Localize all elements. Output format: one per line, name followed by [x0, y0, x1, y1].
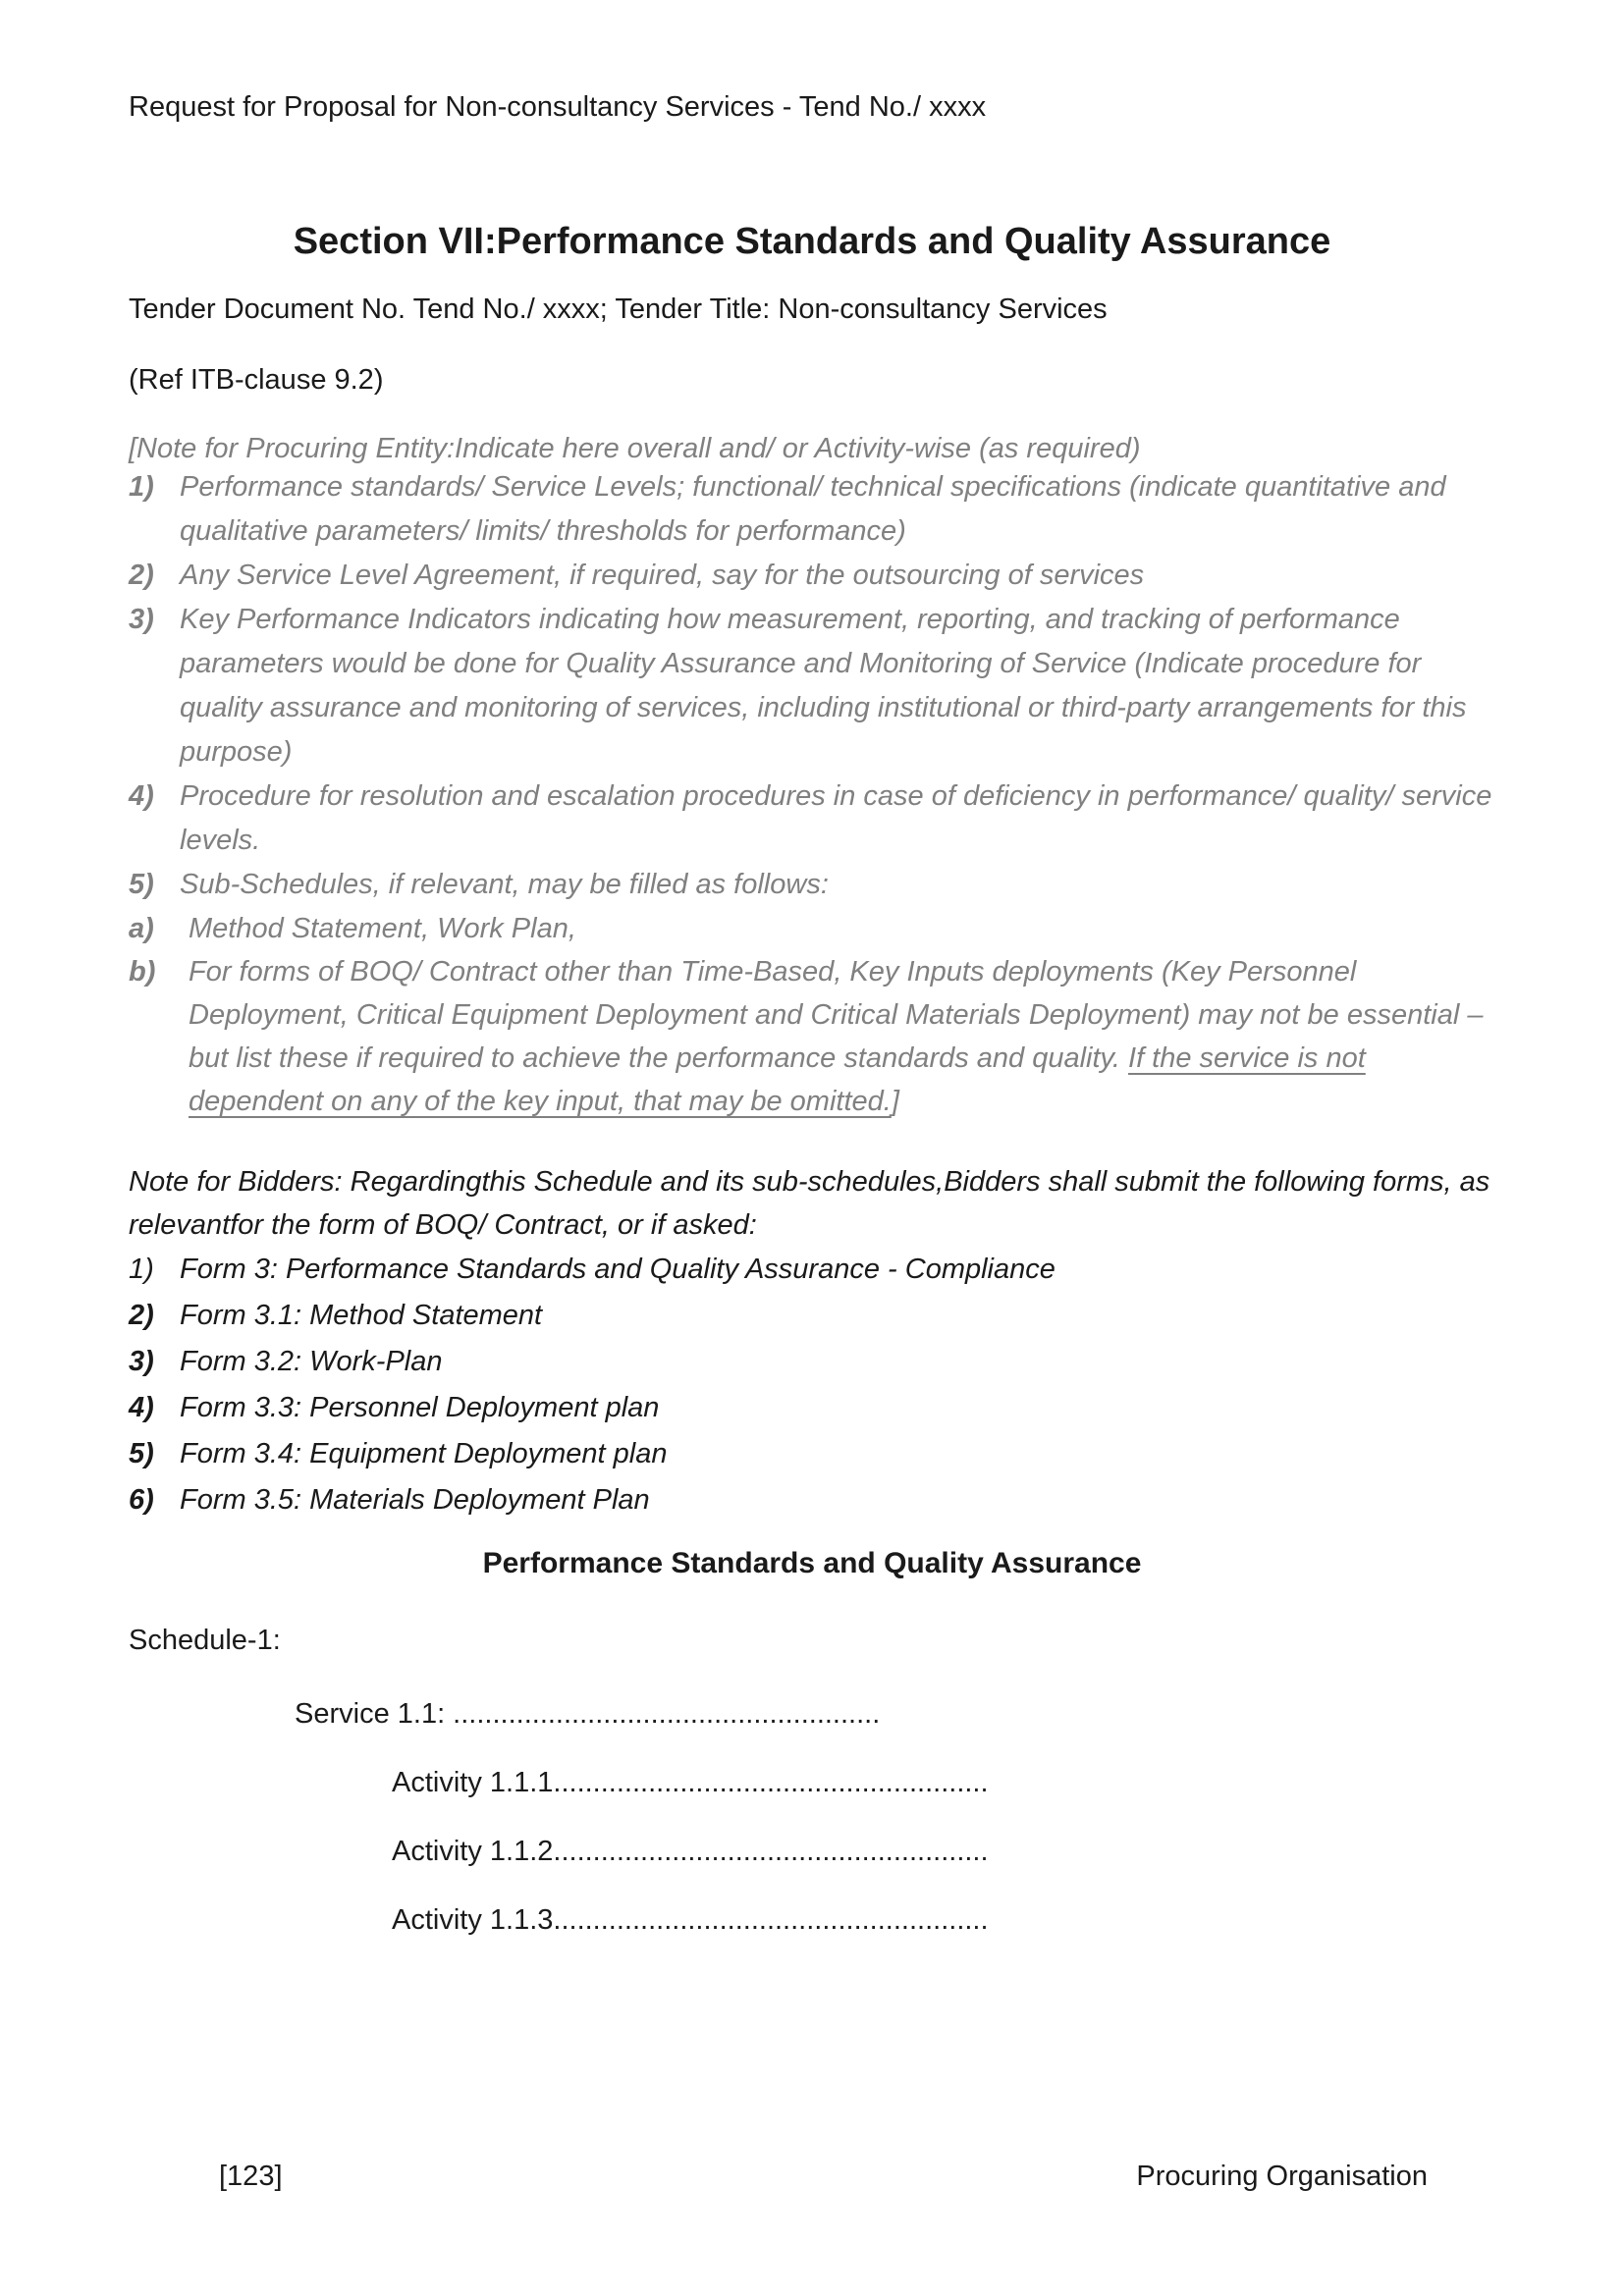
form-name: Form 3.1: Method Statement	[180, 1300, 543, 1331]
footer-organisation: Procuring Organisation	[1136, 2161, 1428, 2192]
list-item	[129, 907, 1495, 950]
list-item-number: 4)	[129, 1392, 154, 1423]
running-header: Request for Proposal for Non-consultancy Services - Tend No./ xxxx	[129, 91, 987, 123]
service-fill-in-line: Service 1.1: ......................................................	[295, 1698, 881, 1730]
tender-document-line: Tender Document No. Tend No./ xxxx; Tender Title: Non-consultancy Services	[129, 294, 1108, 325]
list-item-letter: b)	[129, 956, 156, 988]
list-item	[129, 863, 1495, 907]
list-item-number: 1)	[129, 471, 154, 503]
list-item-number: 4)	[129, 780, 154, 812]
list-item-text: Key Performance Indicators indicating how measurement, reporting, and tracking of performance parameters would be done for Quality Assurance and Monitoring of Service (Indicate procedure for quality assurance and monitoring of services, including institutional or third-party arrangements for this purpose)	[180, 604, 1467, 768]
list-item-text-underlined: If the service is not dependent on any of the key input, that may be omitted.	[189, 1042, 1366, 1117]
list-item	[129, 950, 1495, 1123]
list-item	[129, 1339, 1495, 1385]
list-item	[129, 554, 1495, 598]
procuring-entity-note-list	[129, 465, 1495, 907]
schedule-subtitle: Performance Standards and Quality Assurance	[482, 1547, 1142, 1579]
list-item-number: 2)	[129, 1300, 154, 1331]
bidders-note: Note for Bidders: Regardingthis Schedule and its sub-schedules,Bidders shall submit the following forms, as relevantfor the form of BOQ/ Contract, or if asked:	[129, 1166, 1490, 1241]
list-item	[129, 598, 1495, 774]
list-item-text	[189, 950, 1495, 1123]
list-item	[129, 1431, 1495, 1477]
list-item-text: Sub-Schedules, if relevant, may be filled as follows:	[180, 869, 829, 900]
list-item-number: 3)	[129, 1346, 154, 1377]
activity-fill-in-line: Activity 1.1.3.......................................................	[392, 1904, 989, 1936]
list-item-letter: a)	[129, 913, 154, 944]
activity-fill-in-line: Activity 1.1.1.......................................................	[392, 1767, 989, 1798]
list-item-text-closing-bracket: ]	[891, 1086, 899, 1117]
list-item-number: 5)	[129, 869, 154, 900]
page-number: [123]	[219, 2161, 283, 2192]
list-item-number: 2)	[129, 560, 154, 591]
list-item-number: 1)	[129, 1254, 154, 1285]
list-item	[129, 1293, 1495, 1339]
list-item-number: 3)	[129, 604, 154, 635]
form-name: Form 3.3: Personnel Deployment plan	[180, 1392, 660, 1423]
list-item-number: 6)	[129, 1484, 154, 1516]
list-item-text: Any Service Level Agreement, if required, say for the outsourcing of services	[180, 560, 1145, 591]
form-name: Form 3: Performance Standards and Quality Assurance - Compliance	[180, 1254, 1056, 1285]
list-item	[129, 1385, 1495, 1431]
activity-fill-in-line: Activity 1.1.2.......................................................	[392, 1836, 989, 1867]
form-name: Form 3.4: Equipment Deployment plan	[180, 1438, 668, 1469]
list-item	[129, 1477, 1495, 1523]
list-item-text: Method Statement, Work Plan,	[189, 913, 576, 944]
list-item	[129, 774, 1495, 863]
procuring-entity-note-intro: [Note for Procuring Entity:Indicate here overall and/ or Activity-wise (as required)	[129, 433, 1141, 464]
list-item-number: 5)	[129, 1438, 154, 1469]
sub-schedule-list	[129, 907, 1495, 1123]
itb-clause-reference: (Ref ITB-clause 9.2)	[129, 364, 384, 396]
form-name: Form 3.2: Work-Plan	[180, 1346, 443, 1377]
forms-list	[129, 1247, 1495, 1523]
list-item-text-plain: For forms of BOQ/ Contract other than Time-Based, Key Inputs deployments (Key Personnel Deployment, Critical Equipment Deployment and Critical Materials Deployment) may not be essential – but list these if required to achieve the performance standards and quality.	[189, 956, 1484, 1074]
list-item	[129, 1247, 1495, 1293]
section-title: Section VII:Performance Standards and Quality Assurance	[293, 221, 1331, 262]
list-item-text: Procedure for resolution and escalation procedures in case of deficiency in performance/ quality/ service levels.	[180, 780, 1492, 856]
form-name: Form 3.5: Materials Deployment Plan	[180, 1484, 650, 1516]
list-item	[129, 465, 1495, 554]
schedule-label: Schedule-1:	[129, 1625, 281, 1656]
list-item-text: Performance standards/ Service Levels; functional/ technical specifications (indicate quantitative and qualitative parameters/ limits/ thresholds for performance)	[180, 471, 1446, 547]
